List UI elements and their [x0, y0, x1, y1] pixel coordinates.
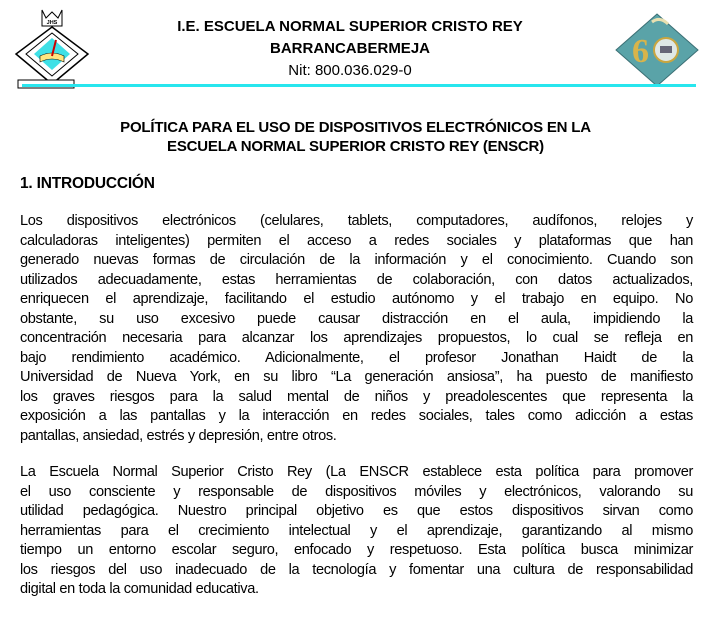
anniversary-60-logo — [612, 12, 702, 88]
institution-nit: Nit: 800.036.029-0 — [288, 62, 412, 79]
institution-name: I.E. ESCUELA NORMAL SUPERIOR CRISTO REY — [177, 18, 523, 35]
text-line: exposición a las pantallas y la interacción en redes sociales, tales como adicción a estas — [20, 408, 693, 424]
institution-city: BARRANCABERMEJA — [269, 40, 430, 57]
text-line: Universidad de Nueva York, en su libro “La generación ansiosa”, ha puesto de manifiesto — [20, 369, 693, 385]
header-divider — [22, 84, 696, 87]
paragraph-intro — [20, 212, 693, 446]
text-line: tiempo un entorno escolar seguro, enfocado y respetuoso. Esta política busca minimizar — [20, 542, 693, 558]
text-line: herramientas para el crecimiento intelectual y el aprendizaje, garantizando al mismo — [20, 522, 693, 539]
svg-text:6: 6 — [632, 33, 649, 70]
text-line: calculadoras inteligentes) permiten el acceso a redes sociales y plataformas que han — [20, 232, 693, 249]
text-line: digital en toda la comunidad educativa. — [20, 581, 259, 597]
text-line: generado nuevas formas de circulación de la información y el conocimiento. Cuando son — [20, 252, 693, 268]
crest-jhs-text: JHS — [46, 20, 58, 26]
text-line: concentración necesaria para alcanzar los aprendizajes propuestos, lo cual se refleja en — [20, 330, 693, 346]
school-crest-logo — [12, 8, 92, 90]
text-line: La Escuela Normal Superior Cristo Rey (La ENSCR establece esta política para promover — [20, 464, 693, 480]
text-line: los graves riesgos para la salud mental de niños y preadolescentes que representa la — [20, 388, 693, 405]
text-line: enriquecen el aprendizaje, facilitando el estudio autónomo y el trabajo en equipo. No — [20, 291, 693, 307]
paragraph-purpose — [20, 463, 693, 600]
text-line: obstante, su uso excesivo puede causar distracción en el aula, impidiendo la — [20, 310, 693, 327]
title-line: POLÍTICA PARA EL USO DE DISPOSITIVOS ELECTRÓNICOS EN LA — [120, 119, 591, 136]
document-header — [0, 0, 711, 90]
text-line: los riesgos del uso inadecuado de la tecnología y fomentar una cultura de responsabilidad — [20, 561, 693, 578]
text-line: Los dispositivos electrónicos (celulares, tablets, computadores, audífonos, relojes y — [20, 213, 693, 229]
text-line: el uso consciente y responsable de dispositivos móviles y electrónicos, valorando su — [20, 483, 693, 500]
title-line: ESCUELA NORMAL SUPERIOR CRISTO REY (ENSCR) — [167, 138, 544, 155]
text-line: bajo rendimiento académico. Adicionalmente, el profesor Jonathan Haidt de la — [20, 349, 693, 366]
section-heading: 1. INTRODUCCIÓN — [20, 175, 155, 192]
text-line: pantallas, ansiedad, estrés y depresión, entre otros. — [20, 427, 337, 444]
document-title — [60, 118, 651, 156]
text-line: utilizados adecuadamente, estas herramientas de colaboración, con datos actualizados, — [20, 271, 693, 288]
text-line: utilidad pedagógica. Nuestro principal objetivo es que estos dispositivos sirvan como — [20, 503, 693, 519]
